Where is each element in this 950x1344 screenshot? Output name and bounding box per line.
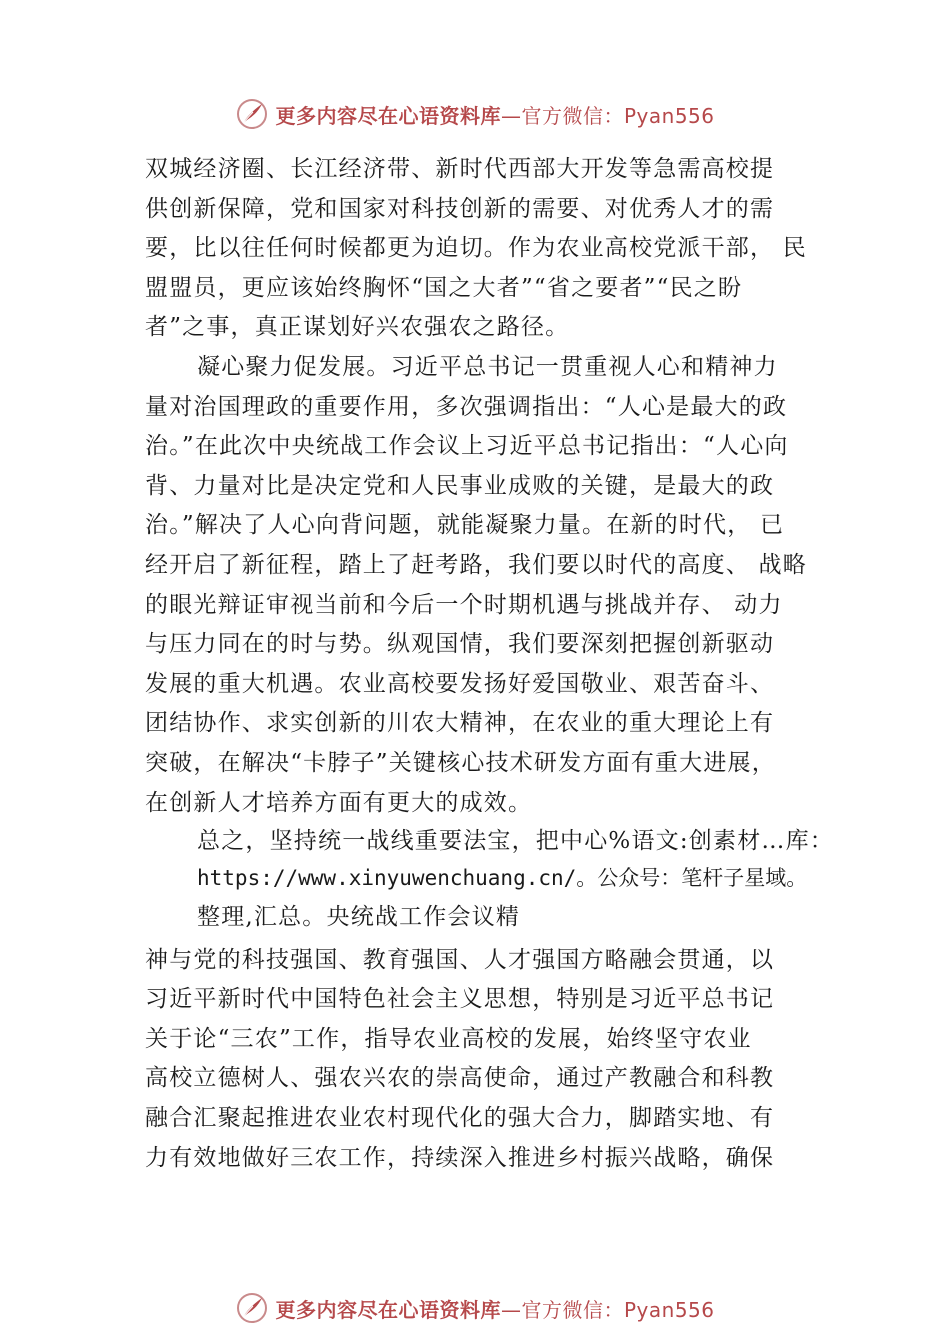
text-line: 的眼光辩证审视当前和今后一个时期机遇与挑战并存、 动力	[145, 591, 783, 618]
text-line: 要，比以往任何时候都更为迫切。作为农业高校党派干部， 民	[145, 235, 807, 262]
paragraph-1	[145, 150, 845, 348]
text-line: 整理,汇总。央统战工作会议精	[197, 903, 521, 930]
document-body	[145, 150, 845, 1178]
text-line: 关于论“三农”工作，指导农业高校的发展，始终坚守农业	[145, 1025, 752, 1052]
text-line: 盟盟员，更应该始终胸怀“国之大者”“省之要者”“民之盼	[145, 274, 743, 301]
banner-main-text: 更多内容尽在心语资料库	[275, 1297, 501, 1322]
text-line: 发展的重大机遇。农业高校要发扬好爱国敬业、艰苦奋斗、	[145, 670, 775, 697]
banner-wechat-label: 官方微信：	[521, 103, 624, 128]
banner-separator: —	[500, 103, 522, 128]
text-line: 与压力同在的时与势。纵观国情，我们要深刻把握创新驱动	[145, 631, 775, 658]
header-banner	[0, 94, 950, 134]
text-line: 突破，在解决“卡脖子”关键核心技术研发方面有重大进展，	[145, 749, 776, 776]
source-url-line: https://www.xinyuwenchuang.cn/。公众号：笔杆子星域。	[197, 866, 808, 891]
text-line: 经开启了新征程，踏上了赶考路，我们要以时代的高度、 战略	[145, 551, 807, 578]
quill-logo-icon	[235, 97, 269, 131]
text-line: 在创新人才培养方面有更大的成效。	[145, 789, 533, 816]
banner-separator: —	[500, 1297, 522, 1322]
text-line: 团结协作、求实创新的川农大精神，在农业的重大理论上有	[145, 710, 775, 737]
footer-banner	[0, 1288, 950, 1328]
paragraph-3	[145, 823, 845, 935]
text-line: 治。”在此次中央统战工作会议上习近平总书记指出：“人心向	[145, 433, 789, 460]
text-line: 神与党的科技强国、教育强国、人才强国方略融会贯通，以	[145, 946, 775, 973]
text-line: 量对治国理政的重要作用，多次强调指出：“人心是最大的政	[145, 393, 788, 420]
banner-main-text: 更多内容尽在心语资料库	[275, 103, 501, 128]
text-line: 背、力量对比是决定党和人民事业成败的关键，是最大的政	[145, 472, 775, 499]
banner-wechat-id: Pyan556	[623, 103, 715, 128]
text-line: 供创新保障，党和国家对科技创新的需要、对优秀人才的需	[145, 195, 775, 222]
paragraph-4	[145, 941, 845, 1179]
text-line: 治。”解决了人心向背问题，就能凝聚力量。在新的时代， 已	[145, 512, 785, 539]
text-line: 融合汇聚起推进农业农村现代化的强大合力，脚踏实地、有	[145, 1105, 775, 1132]
banner-text	[275, 1294, 714, 1323]
banner-text	[275, 100, 714, 129]
text-line: 者”之事，真正谋划好兴农强农之路径。	[145, 314, 570, 341]
banner-wechat-label: 官方微信：	[521, 1297, 624, 1322]
text-line: 力有效地做好三农工作，持续深入推进乡村振兴战略，确保	[145, 1144, 775, 1171]
text-line: 高校立德树人、强农兴农的崇高使命，通过产教融合和科教	[145, 1065, 775, 1092]
banner-wechat-id: Pyan556	[623, 1297, 715, 1322]
text-line: 总之，坚持统一战线重要法宝，把中心%语文:创素材…库：	[197, 828, 835, 855]
text-line: 习近平新时代中国特色社会主义思想，特别是习近平总书记	[145, 986, 775, 1013]
text-line: 双城经济圈、长江经济带、新时代西部大开发等急需高校提	[145, 156, 775, 182]
quill-logo-icon	[235, 1291, 269, 1325]
text-line: 凝心聚力促发展。习近平总书记一贯重视人心和精神力	[197, 353, 778, 380]
paragraph-2	[145, 348, 845, 823]
